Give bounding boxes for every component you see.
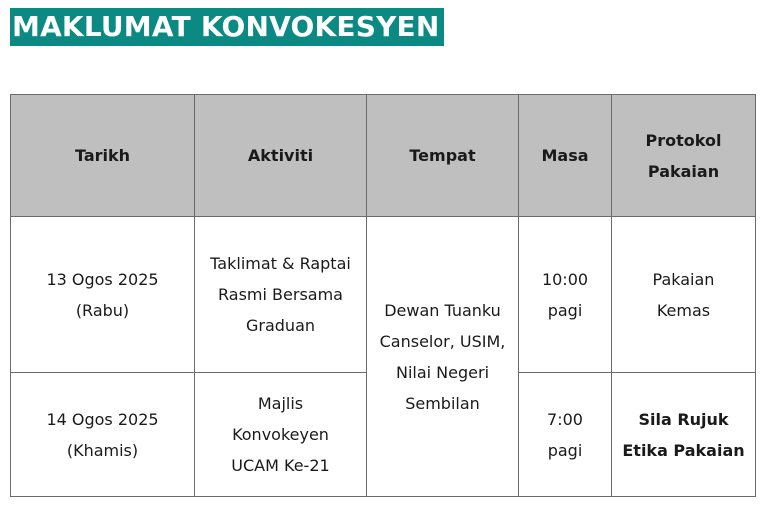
table-header-row: [11, 95, 756, 217]
venue-line: Nilai Negeri: [395, 362, 490, 382]
header-protokol-pakaian: [612, 95, 756, 217]
cell-masa: [519, 373, 612, 497]
activity-line: Taklimat & Raptai: [210, 254, 351, 273]
cell-aktiviti: [195, 373, 367, 497]
convocation-table: [10, 94, 756, 497]
cell-tempat: [367, 217, 519, 497]
cell-protokol: [612, 217, 756, 373]
day-text: (Khamis): [66, 440, 139, 460]
activity-line: Rasmi Bersama: [218, 285, 343, 304]
header-tarikh: Tarikh: [11, 95, 195, 217]
dress-code-line: Pakaian: [652, 269, 715, 289]
activity-line: Majlis: [257, 394, 304, 413]
header-masa: Masa: [519, 95, 612, 217]
date-text: 14 Ogos 2025: [46, 409, 159, 429]
day-text: (Rabu): [75, 300, 130, 320]
venue-line: Canselor, USIM,: [379, 331, 506, 351]
cell-tarikh: [11, 217, 195, 373]
dress-code-line: Sila Rujuk: [638, 409, 729, 429]
dress-code-line: Etika Pakaian: [622, 440, 745, 460]
cell-masa: [519, 217, 612, 373]
dress-code-line: Kemas: [656, 300, 711, 320]
activity-line: Graduan: [245, 316, 316, 335]
venue-line: Sembilan: [405, 393, 480, 413]
time-text: 7:00: [547, 409, 583, 429]
activity-line: Konvokeyen: [232, 425, 329, 444]
time-text: 10:00: [541, 269, 589, 289]
cell-aktiviti: [195, 217, 367, 373]
cell-protokol: [612, 373, 756, 497]
header-protokol-line-2: Pakaian: [647, 161, 720, 181]
time-period: pagi: [547, 300, 583, 320]
page-title: MAKLUMAT KONVOKESYEN: [10, 8, 444, 46]
header-tempat: Tempat: [367, 95, 519, 217]
venue-line: Dewan Tuanku: [384, 300, 501, 320]
activity-line: UCAM Ke-21: [231, 456, 330, 475]
table-row: [11, 217, 756, 373]
cell-tarikh: [11, 373, 195, 497]
header-protokol-line-1: Protokol: [645, 130, 722, 150]
header-aktiviti: Aktiviti: [195, 95, 367, 217]
date-text: 13 Ogos 2025: [46, 269, 159, 289]
time-period: pagi: [547, 440, 583, 460]
